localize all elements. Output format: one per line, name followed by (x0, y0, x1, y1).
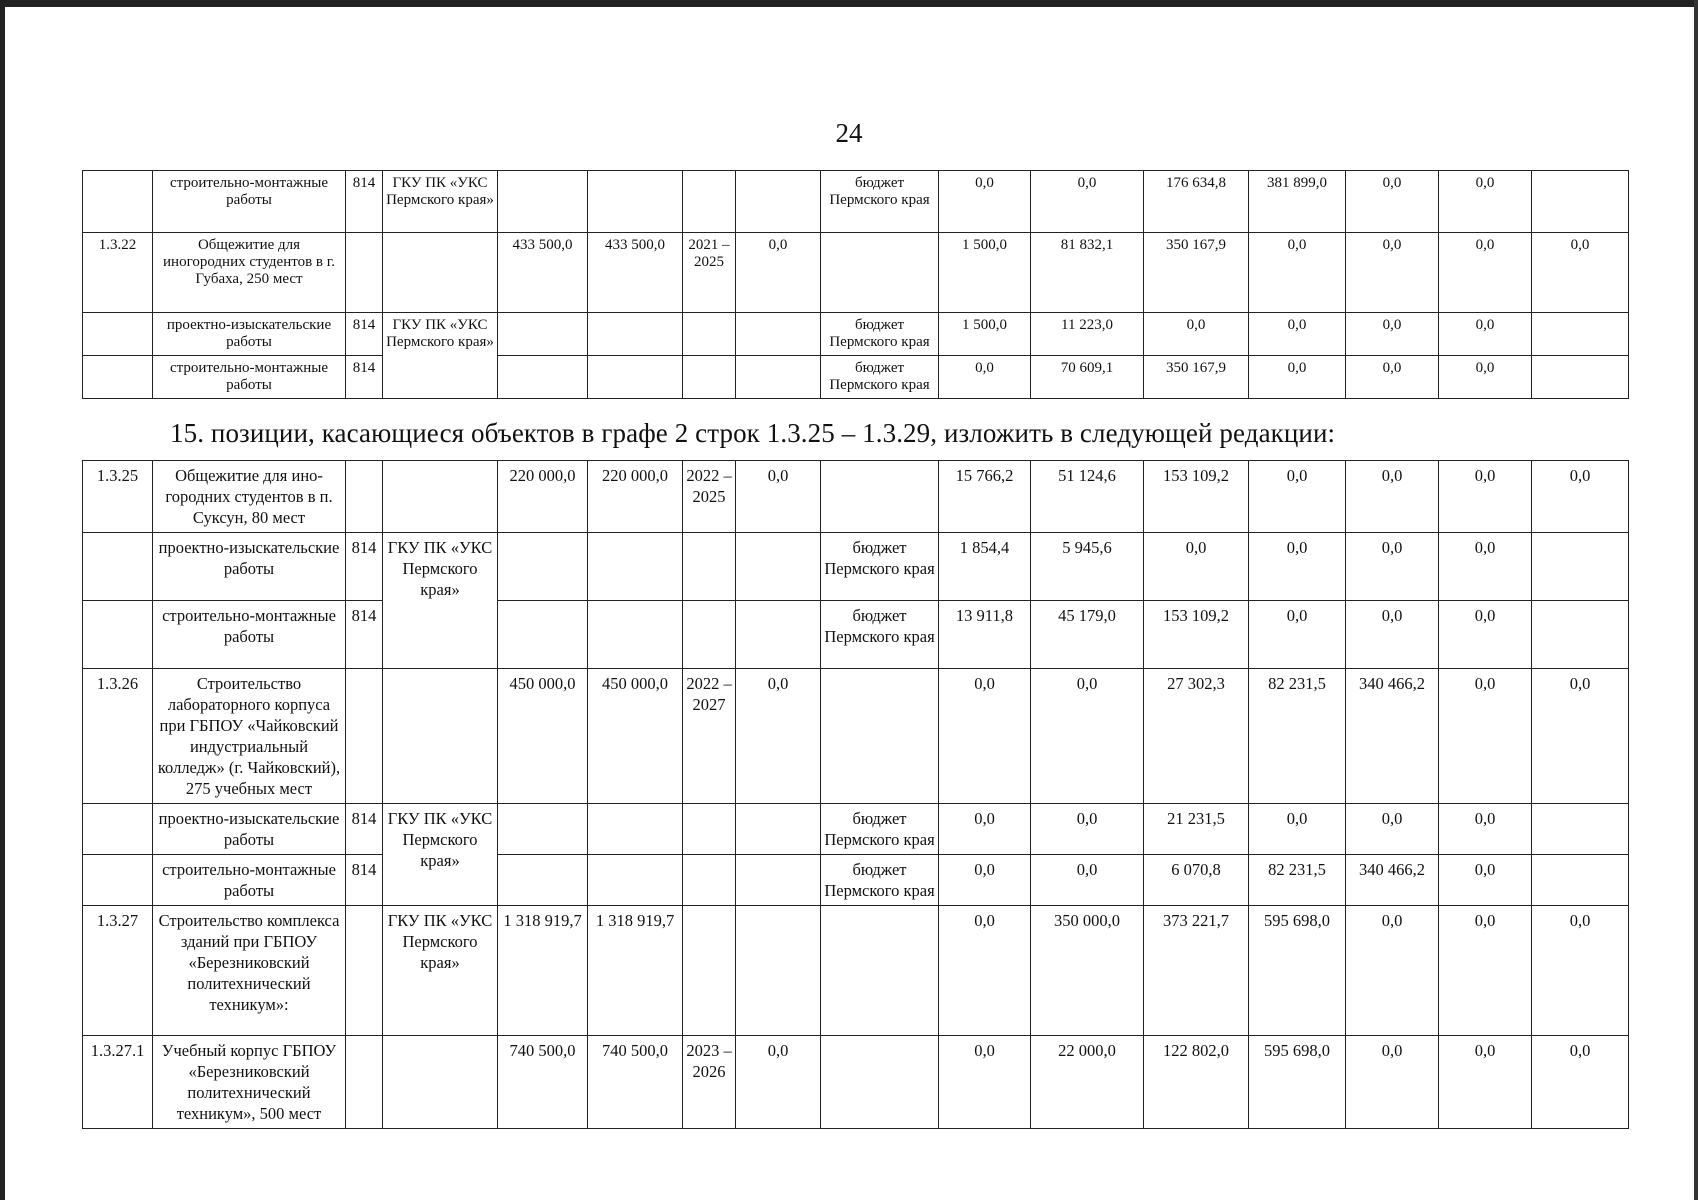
cell-source: бюджет Пермского края (821, 313, 939, 356)
cell-v1: 1 500,0 (939, 233, 1031, 313)
cell-code (346, 461, 383, 533)
cell-v5: 0,0 (1346, 171, 1439, 233)
cell-v6: 0,0 (1439, 669, 1532, 804)
cell-done (736, 906, 821, 1036)
table-row (83, 171, 1629, 233)
cell-source: бюджет Пермского края (821, 601, 939, 669)
cell-num: 1.3.25 (83, 461, 153, 533)
cell-name: проектно-изыскательские работы (153, 533, 346, 601)
cell-code: 814 (346, 356, 383, 399)
cell-name: Учебный корпус ГБПОУ «Березниковский политехнический техникум», 500 мест (153, 1036, 346, 1129)
cell-agency: ГКУ ПК «УКС Пермского края» (383, 533, 498, 669)
cell-v7 (1532, 356, 1629, 399)
cell-cost1 (498, 601, 588, 669)
cell-code: 814 (346, 313, 383, 356)
cell-source: бюджет Пермского края (821, 356, 939, 399)
cell-num (83, 533, 153, 601)
cell-done (736, 171, 821, 233)
cell-name: Общежитие для ино-городних студентов в п. Суксун, 80 мест (153, 461, 346, 533)
cell-v6: 0,0 (1439, 461, 1532, 533)
cell-cost2 (588, 855, 683, 906)
cell-v3: 27 302,3 (1144, 669, 1249, 804)
cell-years: 2022 – 2025 (683, 461, 736, 533)
cell-cost2 (588, 313, 683, 356)
cell-v6: 0,0 (1439, 233, 1532, 313)
scan-border-left (0, 0, 5, 1200)
cell-v1: 0,0 (939, 855, 1031, 906)
cell-code: 814 (346, 171, 383, 233)
cell-num (83, 313, 153, 356)
cell-v5: 0,0 (1346, 804, 1439, 855)
cell-cost2 (588, 356, 683, 399)
cell-cost1 (498, 356, 588, 399)
scan-border-top (0, 0, 1698, 7)
cell-cost1: 740 500,0 (498, 1036, 588, 1129)
cell-name: проектно-изыскательские работы (153, 313, 346, 356)
cell-v7 (1532, 313, 1629, 356)
cell-v2: 22 000,0 (1031, 1036, 1144, 1129)
cell-v4: 381 899,0 (1249, 171, 1346, 233)
cell-v7 (1532, 601, 1629, 669)
table-bottom (82, 460, 1629, 1129)
cell-v2: 51 124,6 (1031, 461, 1144, 533)
cell-num (83, 855, 153, 906)
cell-v2: 0,0 (1031, 669, 1144, 804)
cell-cost2: 450 000,0 (588, 669, 683, 804)
cell-name: Строительство комплекса зданий при ГБПОУ «Березниковский политехнический техникум»: (153, 906, 346, 1036)
cell-v2: 45 179,0 (1031, 601, 1144, 669)
cell-agency (383, 669, 498, 804)
cell-done (736, 804, 821, 855)
cell-done: 0,0 (736, 669, 821, 804)
cell-done (736, 356, 821, 399)
cell-done: 0,0 (736, 233, 821, 313)
cell-num: 1.3.27 (83, 906, 153, 1036)
cell-v7: 0,0 (1532, 233, 1629, 313)
cell-v7 (1532, 533, 1629, 601)
cell-done: 0,0 (736, 461, 821, 533)
cell-v5: 0,0 (1346, 461, 1439, 533)
cell-source: бюджет Пермского края (821, 533, 939, 601)
cell-num: 1.3.22 (83, 233, 153, 313)
cell-v4: 0,0 (1249, 461, 1346, 533)
cell-v1: 15 766,2 (939, 461, 1031, 533)
cell-cost1: 220 000,0 (498, 461, 588, 533)
cell-v3: 373 221,7 (1144, 906, 1249, 1036)
cell-v2: 0,0 (1031, 171, 1144, 233)
cell-v3: 0,0 (1144, 313, 1249, 356)
cell-years (683, 533, 736, 601)
cell-years: 2022 – 2027 (683, 669, 736, 804)
cell-source (821, 461, 939, 533)
cell-cost1 (498, 804, 588, 855)
cell-v6: 0,0 (1439, 533, 1532, 601)
cell-v3: 21 231,5 (1144, 804, 1249, 855)
cell-v2: 81 832,1 (1031, 233, 1144, 313)
cell-v5: 0,0 (1346, 313, 1439, 356)
table-row (83, 601, 1629, 669)
cell-v6: 0,0 (1439, 855, 1532, 906)
cell-code (346, 906, 383, 1036)
cell-v3: 350 167,9 (1144, 233, 1249, 313)
cell-v2: 350 000,0 (1031, 906, 1144, 1036)
cell-num: 1.3.26 (83, 669, 153, 804)
cell-years (683, 171, 736, 233)
cell-source: бюджет Пермского края (821, 855, 939, 906)
cell-v6: 0,0 (1439, 171, 1532, 233)
cell-v5: 0,0 (1346, 1036, 1439, 1129)
cell-v6: 0,0 (1439, 313, 1532, 356)
cell-cost2: 433 500,0 (588, 233, 683, 313)
cell-v5: 340 466,2 (1346, 669, 1439, 804)
cell-v7: 0,0 (1532, 461, 1629, 533)
cell-v4: 0,0 (1249, 233, 1346, 313)
cell-num: 1.3.27.1 (83, 1036, 153, 1129)
cell-cost2: 740 500,0 (588, 1036, 683, 1129)
table-row (83, 233, 1629, 313)
cell-source (821, 906, 939, 1036)
table-top (82, 170, 1629, 399)
cell-v6: 0,0 (1439, 804, 1532, 855)
cell-v3: 176 634,8 (1144, 171, 1249, 233)
cell-num (83, 356, 153, 399)
cell-v6: 0,0 (1439, 1036, 1532, 1129)
cell-name: Общежитие для иногородних студентов в г. Губаха, 250 мест (153, 233, 346, 313)
cell-years (683, 906, 736, 1036)
cell-source (821, 669, 939, 804)
cell-v4: 0,0 (1249, 601, 1346, 669)
cell-years (683, 313, 736, 356)
cell-v4: 82 231,5 (1249, 669, 1346, 804)
cell-v5: 0,0 (1346, 533, 1439, 601)
cell-v4: 0,0 (1249, 804, 1346, 855)
cell-v2: 11 223,0 (1031, 313, 1144, 356)
table-row (83, 533, 1629, 601)
cell-agency: ГКУ ПК «УКС Пермского края» (383, 313, 498, 399)
cell-done: 0,0 (736, 1036, 821, 1129)
cell-source (821, 233, 939, 313)
table-row (83, 461, 1629, 533)
cell-v7 (1532, 855, 1629, 906)
cell-cost1: 433 500,0 (498, 233, 588, 313)
cell-years (683, 356, 736, 399)
cell-v1: 0,0 (939, 906, 1031, 1036)
cell-agency (383, 461, 498, 533)
cell-num (83, 804, 153, 855)
cell-agency (383, 233, 498, 313)
cell-done (736, 313, 821, 356)
cell-v4: 0,0 (1249, 313, 1346, 356)
cell-v4: 595 698,0 (1249, 906, 1346, 1036)
cell-done (736, 855, 821, 906)
cell-v2: 0,0 (1031, 855, 1144, 906)
cell-code (346, 233, 383, 313)
cell-cost1 (498, 533, 588, 601)
cell-v2: 0,0 (1031, 804, 1144, 855)
cell-years: 2023 – 2026 (683, 1036, 736, 1129)
cell-v1: 0,0 (939, 669, 1031, 804)
cell-v5: 0,0 (1346, 906, 1439, 1036)
cell-v7 (1532, 171, 1629, 233)
table-row (83, 356, 1629, 399)
cell-code (346, 1036, 383, 1129)
cell-agency: ГКУ ПК «УКС Пермского края» (383, 906, 498, 1036)
cell-v2: 5 945,6 (1031, 533, 1144, 601)
cell-v1: 1 500,0 (939, 313, 1031, 356)
cell-v6: 0,0 (1439, 356, 1532, 399)
cell-v3: 153 109,2 (1144, 461, 1249, 533)
cell-v3: 0,0 (1144, 533, 1249, 601)
cell-v2: 70 609,1 (1031, 356, 1144, 399)
cell-cost1: 450 000,0 (498, 669, 588, 804)
cell-v3: 350 167,9 (1144, 356, 1249, 399)
cell-code: 814 (346, 804, 383, 855)
cell-cost2 (588, 804, 683, 855)
cell-v4: 82 231,5 (1249, 855, 1346, 906)
cell-v5: 0,0 (1346, 601, 1439, 669)
cell-v3: 6 070,8 (1144, 855, 1249, 906)
cell-v7: 0,0 (1532, 669, 1629, 804)
table-row (83, 1036, 1629, 1129)
table-row (83, 855, 1629, 906)
cell-v7: 0,0 (1532, 906, 1629, 1036)
cell-cost1: 1 318 919,7 (498, 906, 588, 1036)
cell-v4: 0,0 (1249, 356, 1346, 399)
cell-v1: 1 854,4 (939, 533, 1031, 601)
cell-v6: 0,0 (1439, 906, 1532, 1036)
cell-name: строительно-монтажные работы (153, 356, 346, 399)
cell-code: 814 (346, 855, 383, 906)
cell-cost2 (588, 533, 683, 601)
cell-agency: ГКУ ПК «УКС Пермского края» (383, 171, 498, 233)
table-row (83, 906, 1629, 1036)
cell-cost2 (588, 171, 683, 233)
cell-v1: 0,0 (939, 804, 1031, 855)
cell-cost2 (588, 601, 683, 669)
scan-border-right (1694, 0, 1698, 1200)
table-row (83, 669, 1629, 804)
cell-num (83, 171, 153, 233)
cell-cost2: 1 318 919,7 (588, 906, 683, 1036)
cell-name: проектно-изыскательские работы (153, 804, 346, 855)
cell-v5: 0,0 (1346, 356, 1439, 399)
cell-v3: 122 802,0 (1144, 1036, 1249, 1129)
cell-years (683, 804, 736, 855)
cell-v1: 13 911,8 (939, 601, 1031, 669)
cell-cost1 (498, 313, 588, 356)
cell-done (736, 601, 821, 669)
cell-name: Строительство лабораторного корпуса при ГБПОУ «Чайковский индустриальный колледж» (г. Чайковский), 275 учебных мест (153, 669, 346, 804)
cell-v1: 0,0 (939, 1036, 1031, 1129)
cell-v4: 595 698,0 (1249, 1036, 1346, 1129)
cell-v6: 0,0 (1439, 601, 1532, 669)
cell-years: 2021 – 2025 (683, 233, 736, 313)
cell-v1: 0,0 (939, 356, 1031, 399)
cell-cost2: 220 000,0 (588, 461, 683, 533)
cell-v5: 0,0 (1346, 233, 1439, 313)
cell-cost1 (498, 855, 588, 906)
table-row (83, 804, 1629, 855)
cell-code (346, 669, 383, 804)
section-heading: 15. позиции, касающиеся объектов в графе 2 строк 1.3.25 – 1.3.29, изложить в следующей редакции: (170, 418, 1336, 448)
cell-num (83, 601, 153, 669)
cell-code: 814 (346, 533, 383, 601)
cell-code: 814 (346, 601, 383, 669)
cell-years (683, 855, 736, 906)
page-number: 24 (835, 118, 863, 148)
cell-v1: 0,0 (939, 171, 1031, 233)
cell-done (736, 533, 821, 601)
cell-v4: 0,0 (1249, 533, 1346, 601)
cell-cost1 (498, 171, 588, 233)
cell-source: бюджет Пермского края (821, 171, 939, 233)
cell-v7: 0,0 (1532, 1036, 1629, 1129)
cell-source (821, 1036, 939, 1129)
cell-agency (383, 1036, 498, 1129)
cell-v5: 340 466,2 (1346, 855, 1439, 906)
cell-name: строительно-монтажные работы (153, 601, 346, 669)
cell-v7 (1532, 804, 1629, 855)
cell-agency: ГКУ ПК «УКС Пермского края» (383, 804, 498, 906)
table-row (83, 313, 1629, 356)
cell-name: строительно-монтажные работы (153, 171, 346, 233)
cell-source: бюджет Пермского края (821, 804, 939, 855)
cell-v3: 153 109,2 (1144, 601, 1249, 669)
cell-name: строительно-монтажные работы (153, 855, 346, 906)
cell-years (683, 601, 736, 669)
